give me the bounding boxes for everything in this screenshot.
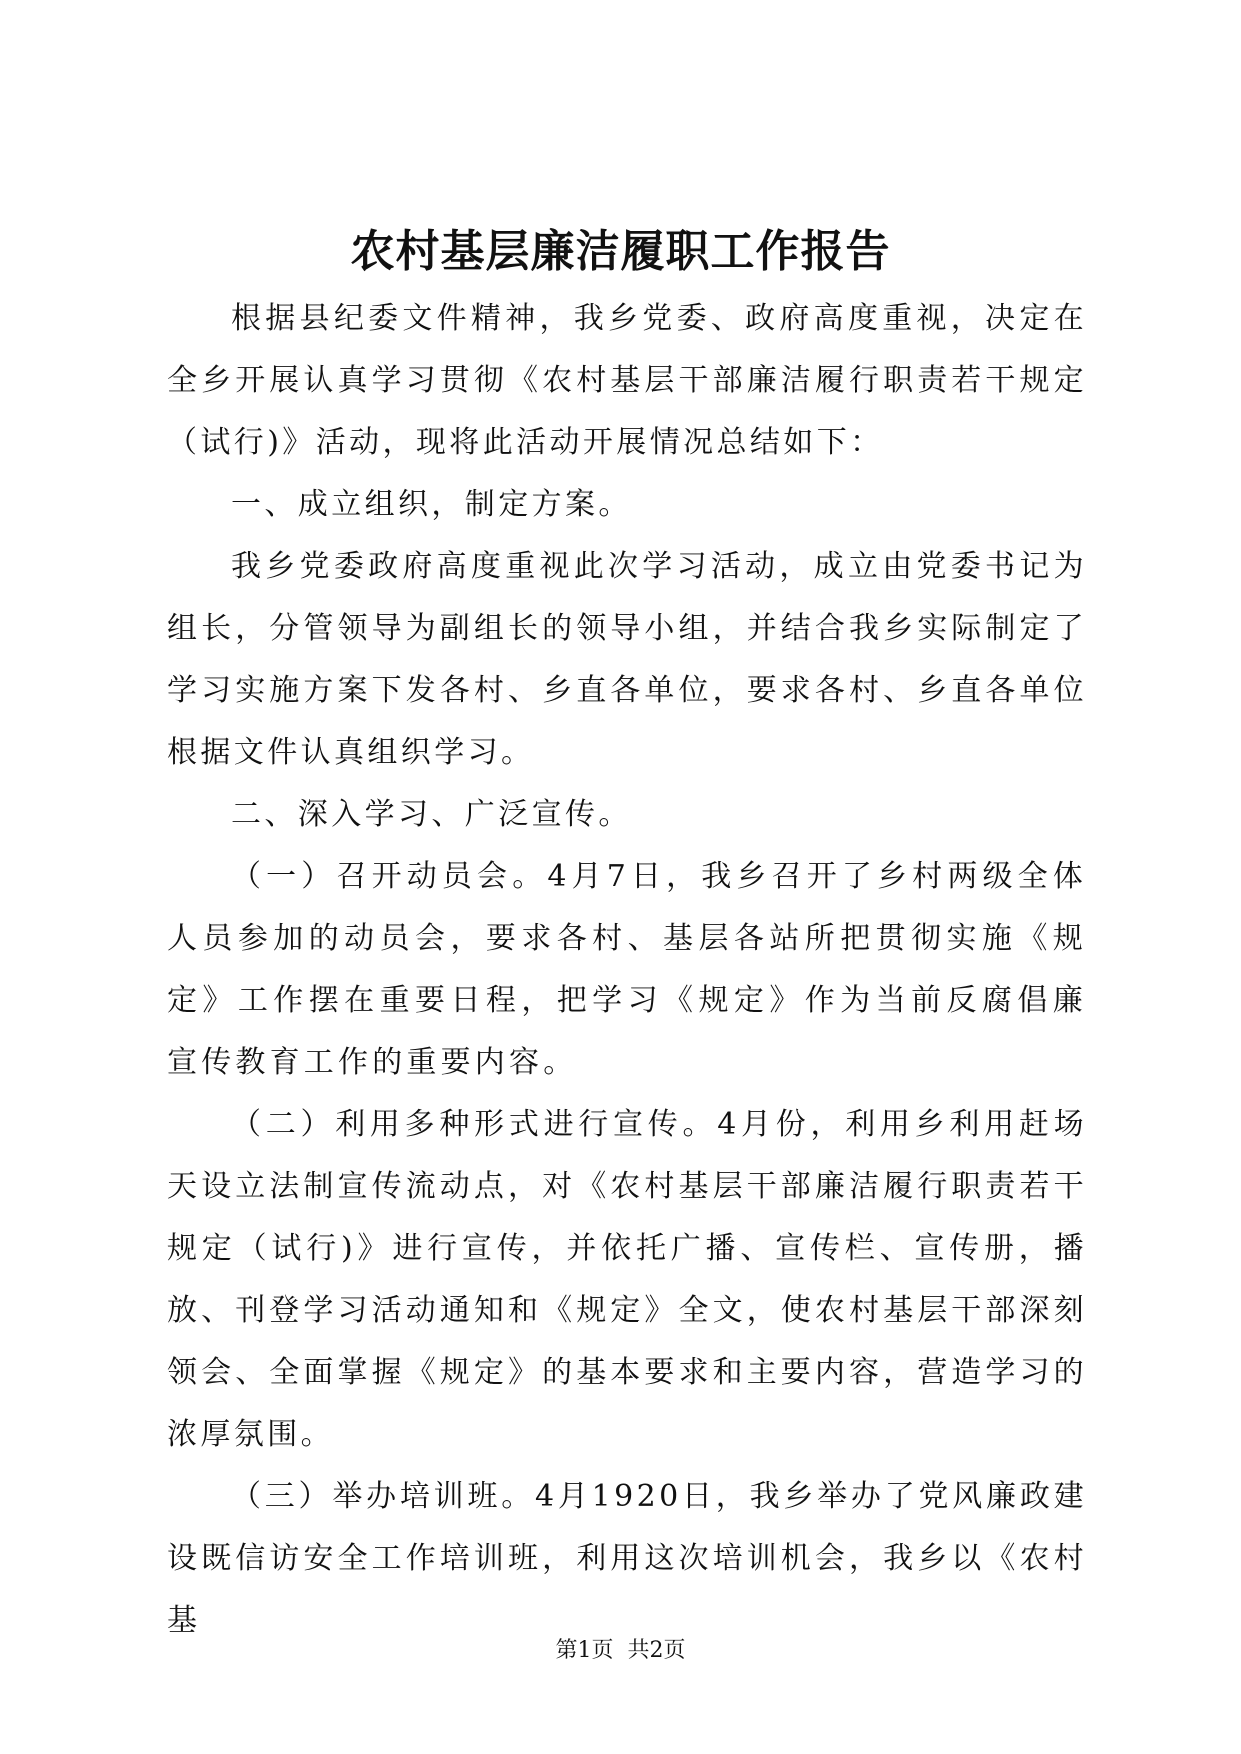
page-number: 第1页: [555, 1638, 614, 1663]
section-heading-1: 一、成立组织，制定方案。: [231, 487, 632, 522]
paragraph-mobilization-meeting: （一）召开动员会。4月7日，我乡召开了乡村两级全体人员参加的动员会，要求各村、基层各站所把贯彻实施《规定》工作摆在重要日程，把学习《规定》作为当前反腐倡廉宣传教育工作的重要内容。: [167, 859, 1087, 1080]
document-title: 农村基层廉洁履职工作报告: [350, 226, 891, 277]
section-heading-2: 二、深入学习、广泛宣传。: [231, 797, 632, 832]
paragraph-organization: 我乡党委政府高度重视此次学习活动，成立由党委书记为组长，分管领导为副组长的领导小组，并结合我乡实际制定了学习实施方案下发各村、乡直各单位，要求各村、乡直各单位根据文件认真组织学习。: [167, 549, 1087, 770]
paragraph-publicity: （二）利用多种形式进行宣传。4月份，利用乡利用赶场天设立法制宣传流动点，对《农村基层干部廉洁履行职责若干规定（试行)》进行宣传，并依托广播、宣传栏、宣传册，播放、刊登学习活动通知和《规定》全文，使农村基层干部深刻领会、全面掌握《规定》的基本要求和主要内容，营造学习的浓厚氛围。: [167, 1107, 1087, 1452]
page-total: 共2页: [627, 1638, 686, 1663]
paragraph-intro: 根据县纪委文件精神，我乡党委、政府高度重视，决定在全乡开展认真学习贯彻《农村基层干部廉洁履行职责若干规定（试行)》活动，现将此活动开展情况总结如下：: [167, 301, 1087, 460]
paragraph-training: （三）举办培训班。4月1920日，我乡举办了党风廉政建设既信访安全工作培训班，利用这次培训机会，我乡以《农村基: [167, 1479, 1087, 1638]
page-footer: [0, 1636, 1241, 1666]
document-body: [167, 288, 1087, 1652]
